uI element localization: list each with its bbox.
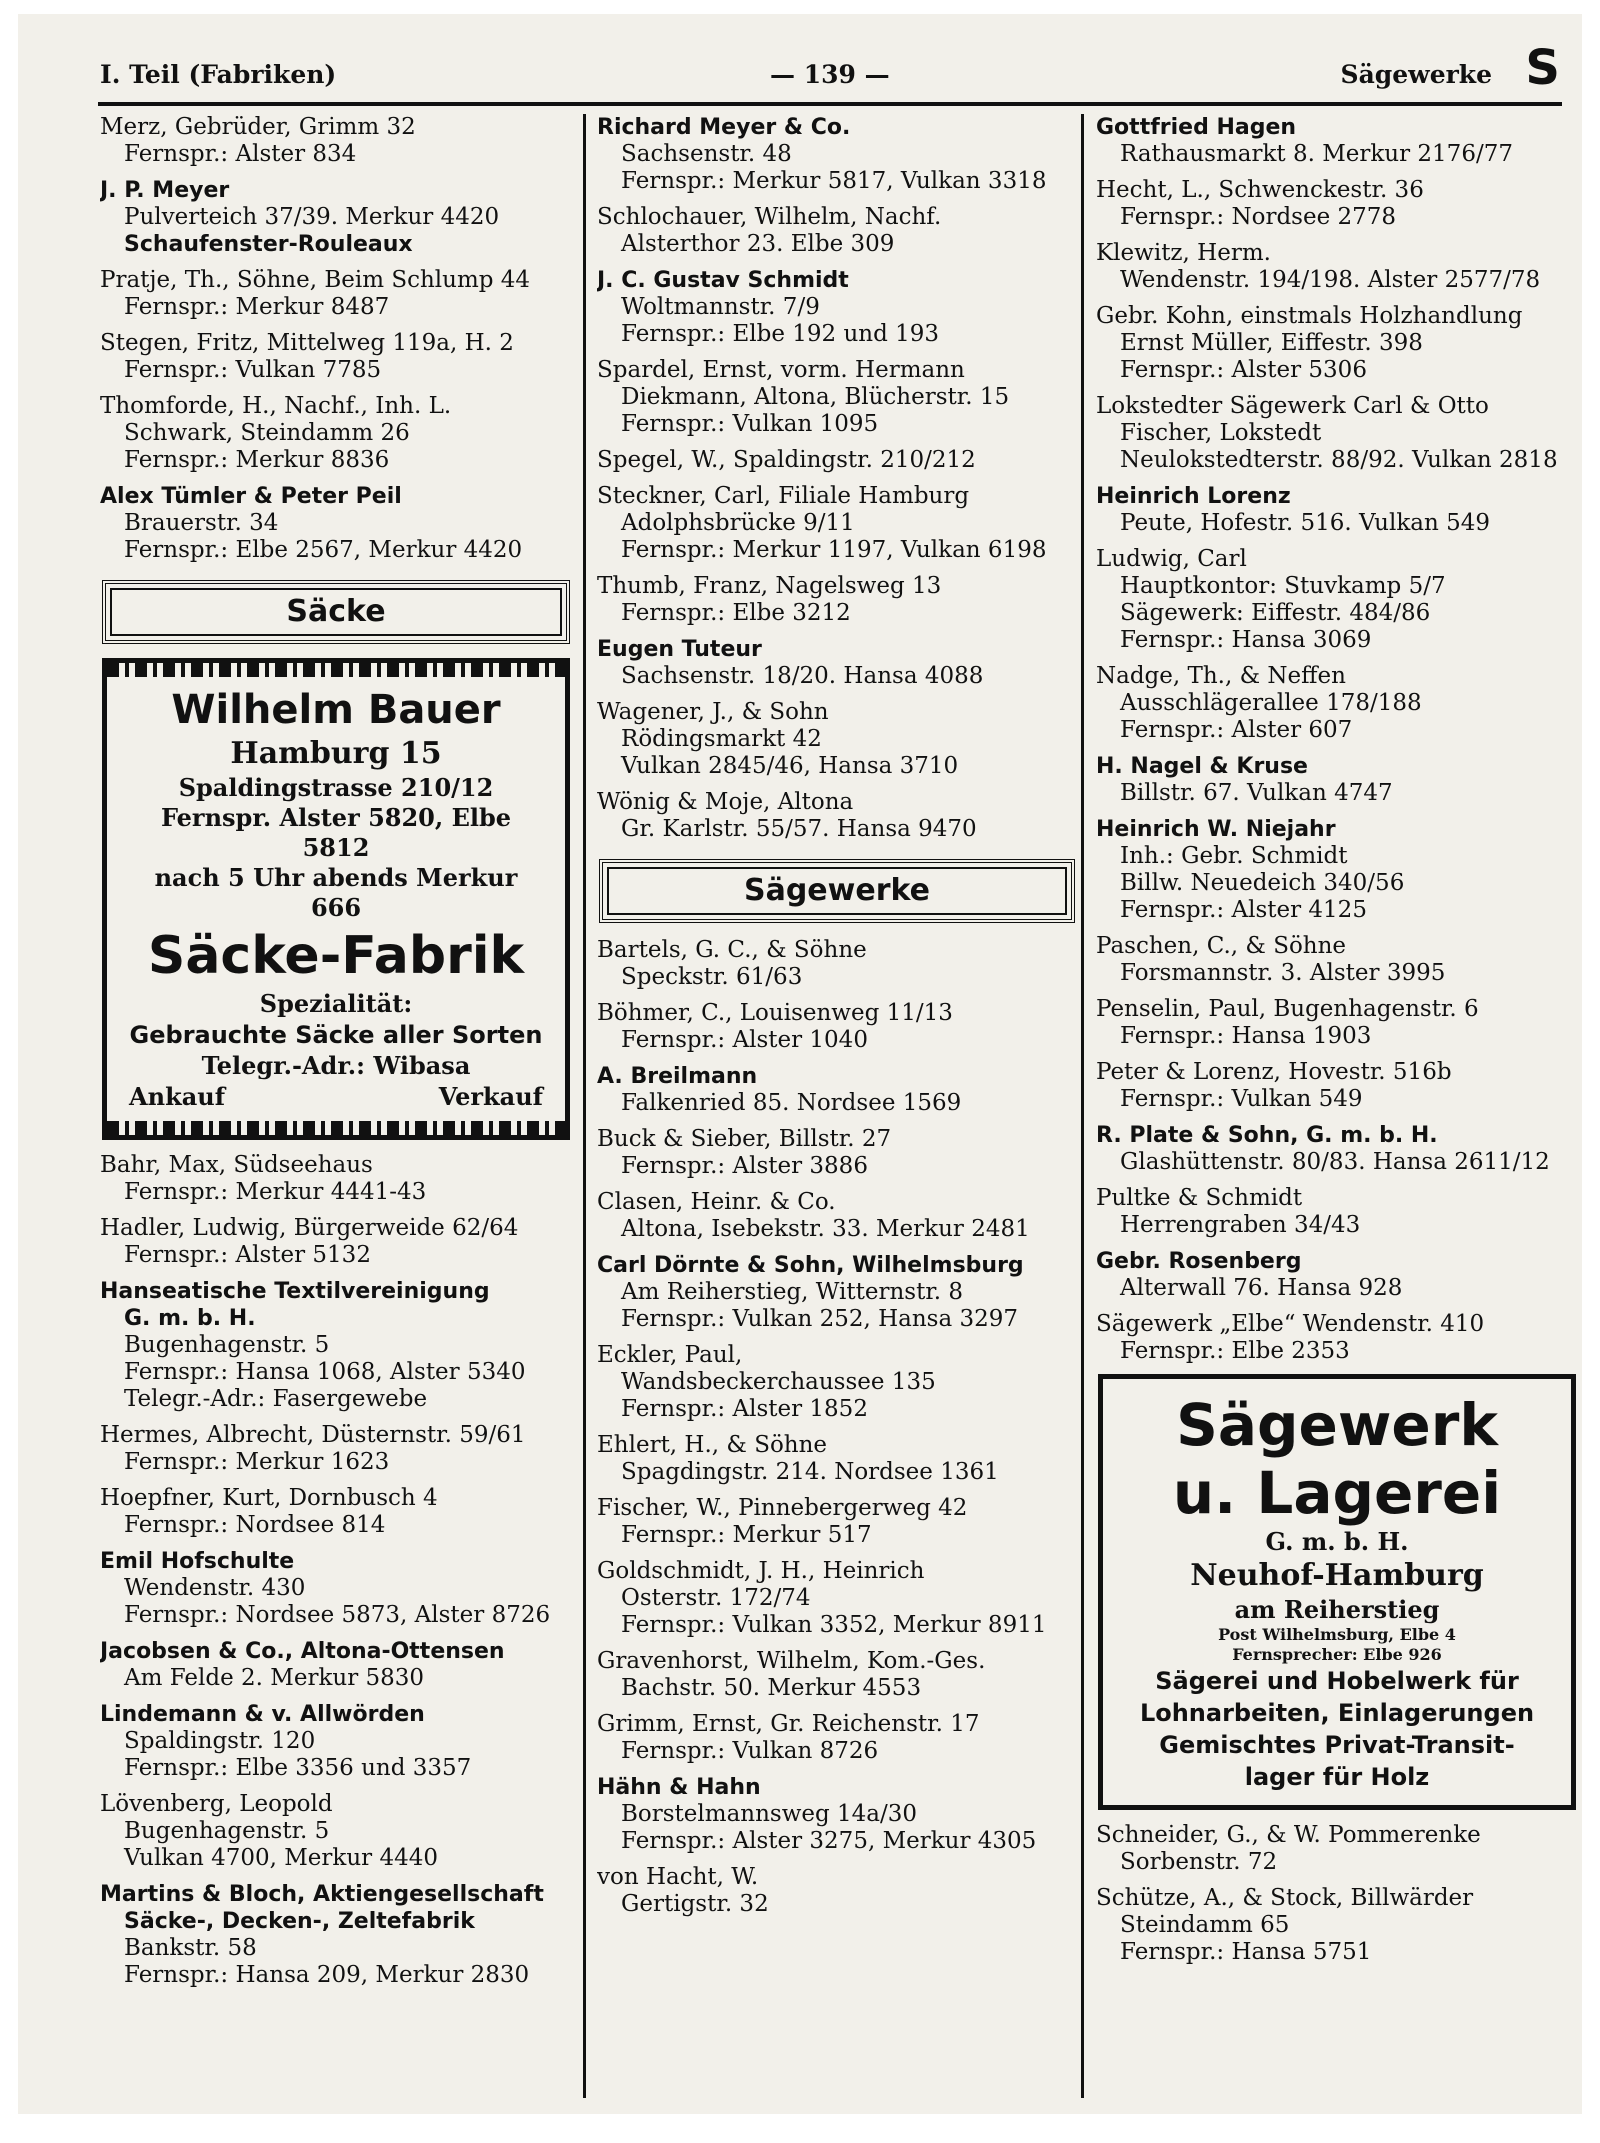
entry-detail-line: Fernspr.: Merkur 4441-43 (124, 1179, 427, 1205)
ad-service-line: Lohnarbeiten, Einlagerungen (1139, 1699, 1535, 1727)
column-1 (100, 114, 572, 2104)
entry-company-name: Schaufenster-Rouleaux (124, 232, 413, 257)
entry-detail-line: Sachsenstr. 18/20. Hansa 4088 (621, 663, 984, 689)
entry-company-name: Hanseatische Textilvereinigung (100, 1279, 490, 1304)
entry-detail-line: Fernspr.: Hansa 209, Merkur 2830 (124, 1962, 530, 1988)
entry-name-line: Paschen, C., & Söhne (1096, 933, 1347, 959)
entry-detail-line: Fernspr.: Nordsee 2778 (1120, 204, 1397, 230)
directory-entry (1096, 1059, 1578, 1113)
entry-detail-line: Brauerstr. 34 (124, 510, 279, 536)
directory-entry (100, 1548, 572, 1629)
entry-detail-line: Rathausmarkt 8. Merkur 2176/77 (1120, 141, 1513, 167)
entry-detail-line: Fernspr.: Merkur 1623 (124, 1449, 390, 1475)
entry-detail-line: Fernspr.: Alster 834 (124, 141, 357, 167)
entry-detail-line: Fernspr.: Alster 3275, Merkur 4305 (621, 1828, 1037, 1854)
directory-entry (1096, 114, 1578, 168)
entry-detail-line: Spagdingstr. 214. Nordsee 1361 (621, 1459, 999, 1485)
entry-name-line: von Hacht, W. (597, 1864, 759, 1890)
entry-detail-line: Am Felde 2. Merkur 5830 (124, 1665, 425, 1691)
directory-entry (597, 937, 1077, 991)
ad-service-line: Gemischtes Privat-Transit- (1159, 1731, 1515, 1759)
directory-entry (597, 204, 1077, 258)
entry-detail-line: Fernspr.: Vulkan 7785 (124, 357, 382, 383)
entry-company-name: G. m. b. H. (124, 1306, 256, 1331)
entry-detail-line: Fernspr.: Alster 5306 (1120, 357, 1367, 383)
directory-entry (100, 1701, 572, 1782)
directory-entry (1096, 393, 1578, 474)
entry-detail-line: Speckstr. 61/63 (621, 964, 803, 990)
entry-company-name: Lindemann & v. Allwörden (100, 1702, 425, 1727)
entry-name-line: Lövenberg, Leopold (100, 1791, 333, 1817)
entry-detail-line: Inh.: Gebr. Schmidt (1120, 843, 1348, 869)
entry-name-line: Eckler, Paul, (597, 1342, 743, 1368)
entry-name-line: Lokstedter Sägewerk Carl & Otto (1096, 393, 1489, 419)
directory-entry (100, 1215, 572, 1269)
entry-detail-line: Telegr.-Adr.: Fasergewebe (124, 1386, 428, 1412)
entry-company-name: J. P. Meyer (100, 178, 230, 203)
entry-company-name: Gebr. Rosenberg (1096, 1249, 1302, 1274)
directory-entry (1096, 546, 1578, 654)
entry-detail-line: Fernspr.: Hansa 5751 (1120, 1939, 1372, 1965)
directory-entry (1096, 303, 1578, 384)
ad-ornament-border (107, 663, 565, 677)
entry-name-line: Sägewerk „Elbe“ Wendenstr. 410 (1096, 1311, 1485, 1337)
directory-entry (597, 1063, 1077, 1117)
entry-detail-line: Fernspr.: Hansa 3069 (1120, 627, 1372, 653)
entry-detail-line: Woltmannstr. 7/9 (621, 294, 820, 320)
directory-entry (597, 1558, 1077, 1639)
entry-detail-line: Fernspr.: Alster 1852 (621, 1396, 868, 1422)
directory-entry (100, 1881, 572, 1989)
column-3 (1096, 114, 1578, 2104)
entry-detail-line: Bachstr. 50. Merkur 4553 (621, 1675, 922, 1701)
directory-entry (597, 1342, 1077, 1423)
advertisement-wilhelm-bauer (102, 658, 570, 1140)
entry-company-name: Eugen Tuteur (597, 637, 762, 662)
section-heading-saecke: Säcke (102, 580, 570, 644)
directory-entry (1096, 1822, 1578, 1876)
entry-name-line: Grimm, Ernst, Gr. Reichenstr. 17 (597, 1711, 980, 1737)
directory-entry (1096, 240, 1578, 294)
entry-name-line: Buck & Sieber, Billstr. 27 (597, 1126, 892, 1152)
entry-detail-line: Fernspr.: Hansa 1068, Alster 5340 (124, 1359, 526, 1385)
ad-post: Post Wilhelmsburg, Elbe 4 (1218, 1625, 1456, 1644)
entry-name-line: Schlochauer, Wilhelm, Nachf. (597, 204, 942, 230)
ad-title: Säcke-Fabrik (147, 926, 525, 986)
entry-list (1096, 114, 1578, 1365)
entry-name-line: Spardel, Ernst, vorm. Hermann (597, 357, 965, 383)
directory-entry (100, 330, 572, 384)
entry-detail-line: Bugenhagenstr. 5 (124, 1818, 330, 1844)
entry-list (597, 937, 1077, 1918)
entry-detail-line: Wendenstr. 430 (124, 1575, 306, 1601)
header-rule (98, 102, 1562, 106)
ad-sell: Verkauf (438, 1082, 543, 1111)
entry-detail-line: Fernspr.: Alster 4125 (1120, 897, 1367, 923)
directory-entry (100, 267, 572, 321)
directory-page (18, 14, 1582, 2114)
entry-detail-line: Altona, Isebekstr. 33. Merkur 2481 (621, 1216, 1030, 1242)
directory-entry (1096, 1885, 1578, 1966)
entry-detail-line: Am Reiherstieg, Witternstr. 8 (621, 1279, 964, 1305)
entry-name-line: Nadge, Th., & Neffen (1096, 663, 1346, 689)
entry-name-line: Pratje, Th., Söhne, Beim Schlump 44 (100, 267, 531, 293)
entry-detail-line: Fernspr.: Vulkan 549 (1120, 1086, 1363, 1112)
entry-detail-line: Fernspr.: Vulkan 3352, Merkur 8911 (621, 1612, 1047, 1638)
entry-detail-line: Borstelmannsweg 14a/30 (621, 1801, 918, 1827)
directory-entry (100, 393, 572, 474)
entry-detail-line: Fernspr.: Elbe 3212 (621, 600, 851, 626)
entry-detail-line: Rödingsmarkt 42 (621, 726, 822, 752)
ad-city: Neuhof-Hamburg (1190, 1558, 1484, 1593)
entry-company-name: J. C. Gustav Schmidt (597, 268, 849, 293)
entry-detail-line: Fernspr.: Vulkan 8726 (621, 1738, 879, 1764)
entry-detail-line: Neulokstedterstr. 88/92. Vulkan 2818 (1120, 447, 1558, 473)
entry-list (100, 114, 572, 564)
page-header (80, 40, 1562, 96)
entry-detail-line: Gertigstr. 32 (621, 1891, 769, 1917)
entry-detail-line: Fernspr.: Nordsee 5873, Alster 8726 (124, 1602, 551, 1628)
entry-detail-line: Fernspr.: Merkur 8487 (124, 294, 390, 320)
entry-detail-line: Fernspr.: Elbe 3356 und 3357 (124, 1755, 472, 1781)
directory-entry (597, 483, 1077, 564)
entry-detail-line: Fernspr.: Vulkan 252, Hansa 3297 (621, 1306, 1019, 1332)
directory-entry (597, 1648, 1077, 1702)
entry-name-line: Gravenhorst, Wilhelm, Kom.-Ges. (597, 1648, 986, 1674)
entry-detail-line: Fernspr.: Elbe 192 und 193 (621, 321, 940, 347)
entry-detail-line: Fernspr.: Alster 1040 (621, 1027, 868, 1053)
entry-name-line: Clasen, Heinr. & Co. (597, 1189, 836, 1215)
directory-entry (100, 1278, 572, 1413)
entry-detail-line: Fernspr.: Alster 3886 (621, 1153, 868, 1179)
entry-detail-line: Fernspr.: Merkur 8836 (124, 447, 390, 473)
entry-name-line: Ludwig, Carl (1096, 546, 1247, 572)
directory-entry (100, 483, 572, 564)
entry-detail-line: Fernspr.: Nordsee 814 (124, 1512, 386, 1538)
ad-company-name: Wilhelm Bauer (171, 687, 501, 733)
entry-detail-line: Ausschlägerallee 178/188 (1120, 690, 1422, 716)
entry-company-name: R. Plate & Sohn, G. m. b. H. (1096, 1123, 1438, 1148)
entry-detail-line: Fernspr.: Merkur 517 (621, 1522, 872, 1548)
entry-company-name: Emil Hofschulte (100, 1549, 295, 1574)
entry-list (1096, 1822, 1578, 1966)
entry-company-name: Säcke-, Decken-, Zeltefabrik (124, 1909, 475, 1934)
ad-street: Spaldingstrasse 210/12 (178, 773, 494, 802)
ad-speciality-label: Spezialität: (259, 989, 413, 1018)
directory-entry (597, 1432, 1077, 1486)
entry-detail-line: Fischer, Lokstedt (1120, 420, 1322, 446)
entry-name-line: Wagener, J., & Sohn (597, 699, 829, 725)
entry-company-name: Heinrich Lorenz (1096, 484, 1291, 509)
section-heading-saegewerke: Sägewerke (599, 859, 1075, 923)
ad-city: Hamburg 15 (230, 736, 442, 771)
entry-company-name: A. Breilmann (597, 1064, 758, 1089)
column-2 (597, 114, 1077, 2104)
directory-entry (100, 177, 572, 258)
advertisement-saegewerk-lagerei (1098, 1374, 1576, 1810)
directory-entry (1096, 816, 1578, 924)
entry-detail-line: Forsmannstr. 3. Alster 3995 (1120, 960, 1446, 986)
entry-name-line: Klewitz, Herm. (1096, 240, 1271, 266)
entry-name-line: Stegen, Fritz, Mittelweg 119a, H. 2 (100, 330, 514, 356)
entry-detail-line: Gr. Karlstr. 55/57. Hansa 9470 (621, 816, 977, 842)
entry-company-name: Martins & Bloch, Aktiengesellschaft (100, 1882, 544, 1907)
entry-detail-line: Fernspr.: Elbe 2567, Merkur 4420 (124, 537, 523, 563)
entry-detail-line: Adolphsbrücke 9/11 (621, 510, 855, 536)
entry-name-line: Goldschmidt, J. H., Heinrich (597, 1558, 925, 1584)
entry-detail-line: Alterwall 76. Hansa 928 (1120, 1275, 1403, 1301)
directory-entry (597, 1126, 1077, 1180)
directory-entry (597, 447, 1077, 474)
ad-service-line: lager für Holz (1244, 1763, 1430, 1791)
directory-entry (1096, 753, 1578, 807)
entry-detail-line: Ernst Müller, Eiffestr. 398 (1120, 330, 1423, 356)
entry-name-line: Böhmer, C., Louisenweg 11/13 (597, 1000, 953, 1026)
entry-name-line: Gebr. Kohn, einstmals Holzhandlung (1096, 303, 1523, 329)
directory-entry (1096, 996, 1578, 1050)
entry-detail-line: Fernspr.: Merkur 1197, Vulkan 6198 (621, 537, 1047, 563)
entry-company-name: Carl Dörnte & Sohn, Wilhelmsburg (597, 1253, 1024, 1278)
entry-company-name: H. Nagel & Kruse (1096, 754, 1308, 779)
directory-entry (100, 1485, 572, 1539)
directory-entry (100, 1791, 572, 1872)
entry-name-line: Hecht, L., Schwenckestr. 36 (1096, 177, 1424, 203)
entry-name-line: Ehlert, H., & Söhne (597, 1432, 828, 1458)
entry-detail-line: Spaldingstr. 120 (124, 1728, 316, 1754)
entry-name-line: Merz, Gebrüder, Grimm 32 (100, 114, 416, 140)
entry-detail-line: Wandsbeckerchaussee 135 (621, 1369, 936, 1395)
entry-detail-line: Pulverteich 37/39. Merkur 4420 (124, 204, 500, 230)
ad-phone-evening: nach 5 Uhr abends Merkur 666 (154, 863, 518, 922)
ad-phone: Fernspr. Alster 5820, Elbe 5812 (160, 803, 512, 862)
ad-ornament-border (107, 1121, 565, 1135)
entry-detail-line: Bankstr. 58 (124, 1935, 257, 1961)
directory-entry (100, 1422, 572, 1476)
entry-detail-line: Osterstr. 172/74 (621, 1585, 811, 1611)
header-category: Sägewerke (1340, 60, 1492, 89)
entry-detail-line: Wendenstr. 194/198. Alster 2577/78 (1120, 267, 1541, 293)
entry-detail-line: Sachsenstr. 48 (621, 141, 792, 167)
ad-buy-sell (129, 1081, 543, 1113)
entry-name-line: Spegel, W., Spaldingstr. 210/212 (597, 447, 976, 473)
directory-entry (597, 1189, 1077, 1243)
entry-detail-line: Schwark, Steindamm 26 (124, 420, 410, 446)
entry-detail-line: Diekmann, Altona, Blücherstr. 15 (621, 384, 1010, 410)
column-divider (1081, 114, 1084, 2098)
entry-name-line: Hoepfner, Kurt, Dornbusch 4 (100, 1485, 438, 1511)
ad-phone: Fernsprecher: Elbe 926 (1232, 1645, 1442, 1664)
directory-entry (597, 1252, 1077, 1333)
index-letter: S (1525, 40, 1560, 96)
entry-detail-line: Fernspr.: Merkur 5817, Vulkan 3318 (621, 168, 1047, 194)
entry-detail-line: Billstr. 67. Vulkan 4747 (1120, 780, 1393, 806)
ad-title-line-2: u. Lagerei (1172, 1459, 1502, 1527)
entry-detail-line: Fernspr.: Vulkan 1095 (621, 411, 879, 437)
ad-place: am Reiherstieg (1234, 1595, 1440, 1624)
directory-entry (597, 1000, 1077, 1054)
entry-name-line: Penselin, Paul, Bugenhagenstr. 6 (1096, 996, 1479, 1022)
entry-detail-line: Fernspr.: Alster 607 (1120, 717, 1353, 743)
directory-entry (1096, 1248, 1578, 1302)
entry-detail-line: Fernspr.: Alster 5132 (124, 1242, 371, 1268)
directory-entry (597, 573, 1077, 627)
entry-company-name: Hähn & Hahn (597, 1775, 761, 1800)
entry-name-line: Bahr, Max, Südseehaus (100, 1152, 373, 1178)
ad-speciality: Gebrauchte Säcke aller Sorten (129, 1021, 543, 1049)
entry-company-name: Alex Tümler & Peter Peil (100, 484, 402, 509)
entry-detail-line: Bugenhagenstr. 5 (124, 1332, 330, 1358)
directory-entry (1096, 1122, 1578, 1176)
directory-entry (597, 1711, 1077, 1765)
directory-entry (100, 1152, 572, 1206)
entry-detail-line: Sorbenstr. 72 (1120, 1849, 1278, 1875)
entry-detail-line: Billw. Neuedeich 340/56 (1120, 870, 1405, 896)
entry-name-line: Wönig & Moje, Altona (597, 789, 854, 815)
directory-entry (597, 699, 1077, 780)
entry-list (597, 114, 1077, 843)
entry-detail-line: Peute, Hofestr. 516. Vulkan 549 (1120, 510, 1491, 536)
entry-detail-line: Fernspr.: Hansa 1903 (1120, 1023, 1372, 1049)
entry-list (100, 1152, 572, 1989)
entry-name-line: Thomforde, H., Nachf., Inh. L. (100, 393, 452, 419)
page-number: — 139 — (770, 60, 890, 89)
entry-detail-line: Fernspr.: Elbe 2353 (1120, 1338, 1350, 1364)
directory-entry (1096, 483, 1578, 537)
ad-service-line: Sägerei und Hobelwerk für (1155, 1667, 1519, 1695)
entry-name-line: Thumb, Franz, Nagelsweg 13 (597, 573, 942, 599)
entry-name-line: Schütze, A., & Stock, Billwärder (1096, 1885, 1474, 1911)
directory-entry (100, 114, 572, 168)
directory-entry (597, 357, 1077, 438)
directory-entry (597, 1864, 1077, 1918)
entry-detail-line: Falkenried 85. Nordsee 1569 (621, 1090, 962, 1116)
ad-buy: Ankauf (129, 1082, 226, 1111)
entry-detail-line: Alsterthor 23. Elbe 309 (621, 231, 895, 257)
entry-company-name: Heinrich W. Niejahr (1096, 817, 1336, 842)
entry-name-line: Bartels, G. C., & Söhne (597, 937, 867, 963)
column-divider (583, 114, 586, 2098)
directory-entry (597, 789, 1077, 843)
directory-entry (597, 1774, 1077, 1855)
header-section-title: I. Teil (Fabriken) (100, 60, 337, 89)
entry-name-line: Steckner, Carl, Filiale Hamburg (597, 483, 970, 509)
entry-detail-line: Steindamm 65 (1120, 1912, 1290, 1938)
directory-entry (597, 1495, 1077, 1549)
directory-entry (597, 636, 1077, 690)
entry-name-line: Peter & Lorenz, Hovestr. 516b (1096, 1059, 1452, 1085)
directory-entry (1096, 177, 1578, 231)
entry-company-name: Gottfried Hagen (1096, 115, 1297, 140)
entry-name-line: Fischer, W., Pinnebergerweg 42 (597, 1495, 968, 1521)
directory-entry (1096, 933, 1578, 987)
entry-name-line: Hermes, Albrecht, Düsternstr. 59/61 (100, 1422, 526, 1448)
directory-entry (1096, 1185, 1578, 1239)
entry-company-name: Richard Meyer & Co. (597, 115, 851, 140)
entry-detail-line: Hauptkontor: Stuvkamp 5/7 (1120, 573, 1446, 599)
entry-name-line: Schneider, G., & W. Pommerenke (1096, 1822, 1481, 1848)
entry-detail-line: Glashüttenstr. 80/83. Hansa 2611/12 (1120, 1149, 1550, 1175)
ad-title-line-1: Sägewerk (1176, 1391, 1498, 1459)
directory-entry (1096, 663, 1578, 744)
directory-entry (597, 114, 1077, 195)
directory-entry (100, 1638, 572, 1692)
directory-entry (1096, 1311, 1578, 1365)
entry-detail-line: Vulkan 2845/46, Hansa 3710 (621, 753, 959, 779)
entry-name-line: Pultke & Schmidt (1096, 1185, 1303, 1211)
entry-detail-line: Sägewerk: Eiffestr. 484/86 (1120, 600, 1431, 626)
entry-detail-line: Vulkan 4700, Merkur 4440 (124, 1845, 438, 1871)
directory-entry (597, 267, 1077, 348)
entry-detail-line: Herrengraben 34/43 (1120, 1212, 1361, 1238)
ad-company-form: G. m. b. H. (1265, 1527, 1409, 1556)
entry-company-name: Jacobsen & Co., Altona-Ottensen (100, 1639, 505, 1664)
entry-name-line: Hadler, Ludwig, Bürgerweide 62/64 (100, 1215, 519, 1241)
ad-telegram-address: Telegr.-Adr.: Wibasa (201, 1051, 471, 1080)
